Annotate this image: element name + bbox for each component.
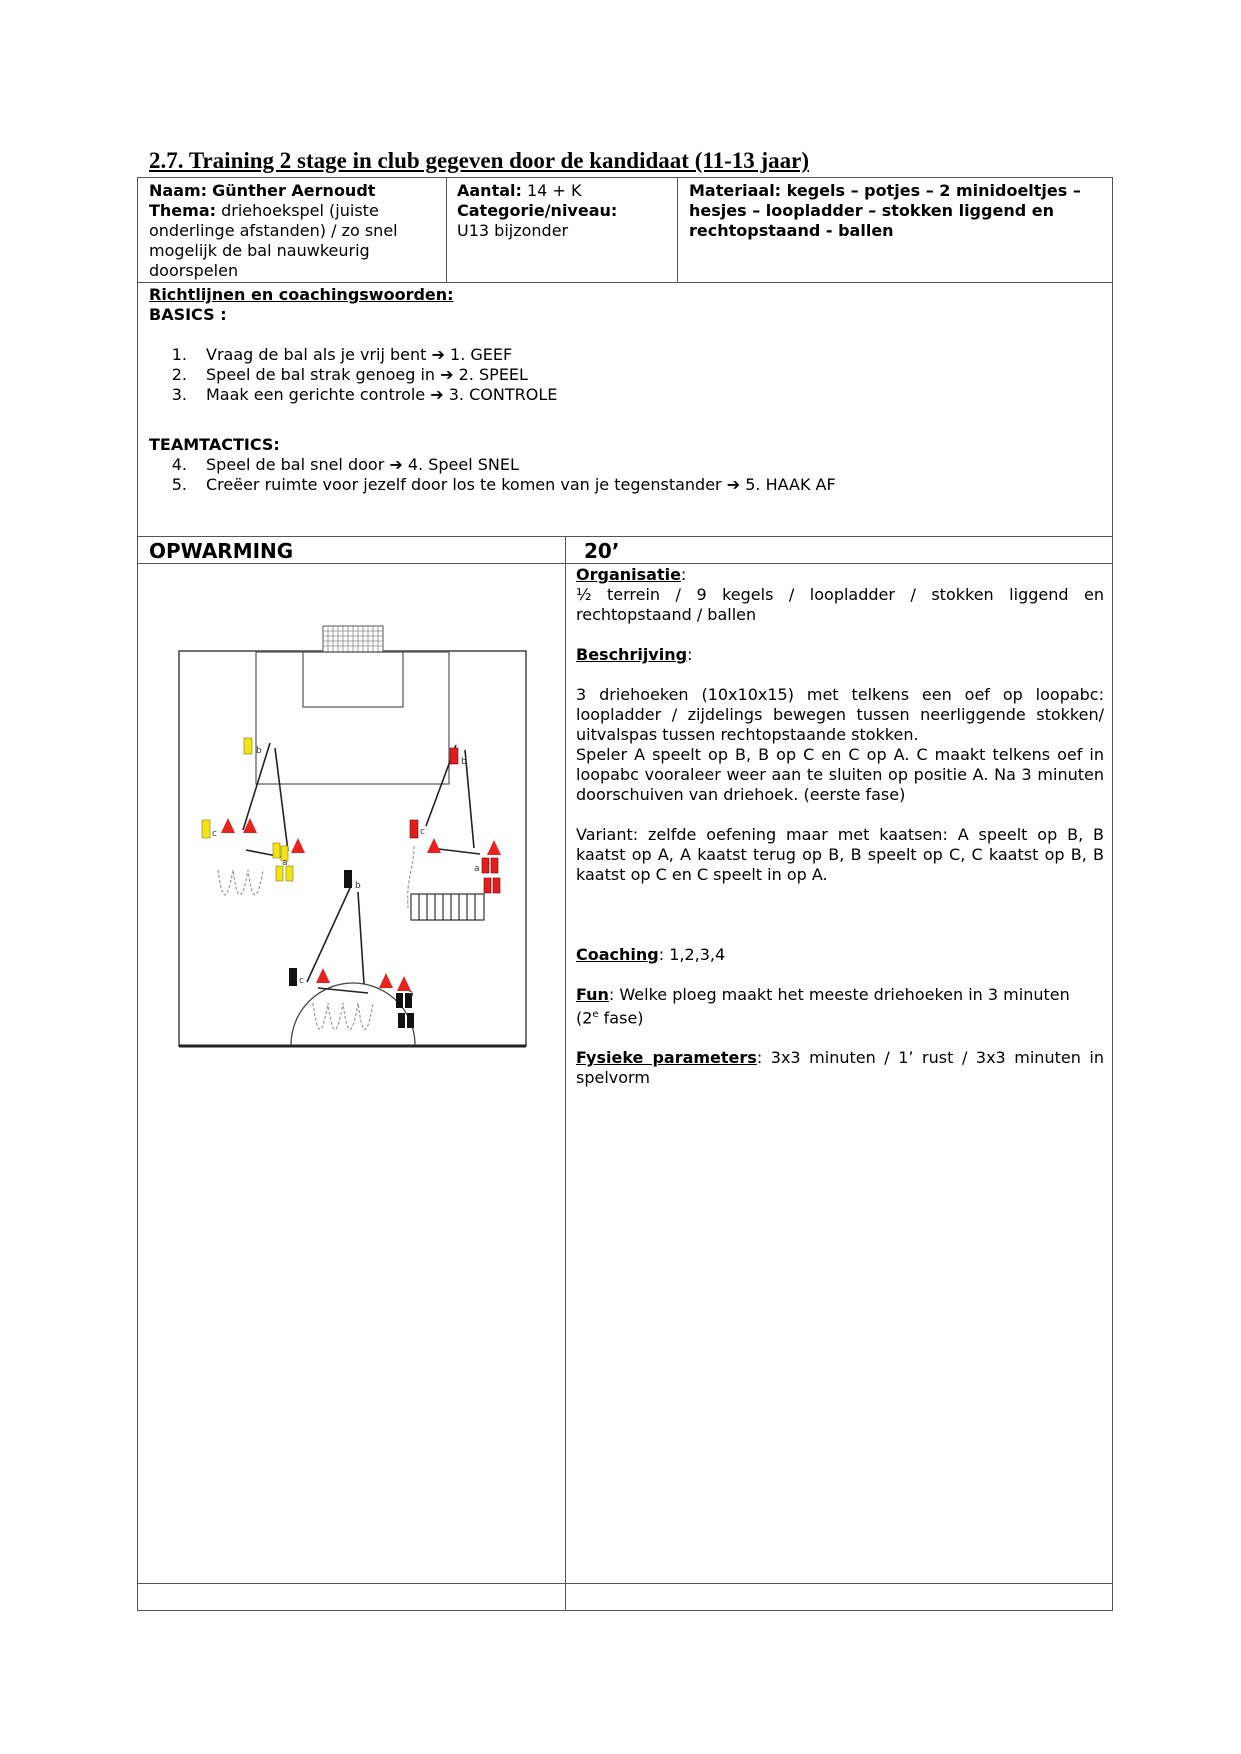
- triangle-bottom: [307, 888, 368, 993]
- arrow-icon: ➔: [431, 345, 445, 364]
- list-item: 3. Maak een gerichte controle ➔ 3. CONTROLE: [171, 385, 558, 404]
- header-naam-thema: [149, 181, 439, 281]
- header-aantal-categorie: [457, 181, 672, 241]
- fysiek-label: Fysieke parameters: [576, 1048, 757, 1068]
- basics-list: [149, 345, 1099, 405]
- section-name: OPWARMING: [149, 539, 294, 563]
- label-b-bottom: b: [355, 881, 361, 891]
- arrow-icon: ➔: [440, 365, 454, 384]
- divider: [138, 282, 1112, 283]
- list-item: 2. Speel de bal strak genoeg in ➔ 2. SPEEL: [171, 365, 528, 384]
- fun-text-2: (2e fase): [576, 1008, 644, 1028]
- triangle-left: [243, 743, 288, 857]
- label-a-right: a: [474, 864, 480, 874]
- divider: [677, 178, 678, 282]
- label-a-bottom: a: [408, 989, 414, 999]
- section-duration: 20’: [584, 539, 620, 563]
- divider: [138, 1583, 1112, 1584]
- teamtactics-label: TEAMTACTICS:: [149, 435, 280, 454]
- fun-text: Welke ploeg maakt het meeste driehoeken in 3 minuten: [619, 985, 1070, 1004]
- zigzag-left: [218, 870, 263, 895]
- fysiek-text: 3x3 minuten / 1’ rust / 3x3 minuten in spelvorm: [576, 1048, 1104, 1088]
- aantal-label: Aantal:: [457, 181, 522, 200]
- aantal-value: 14 + K: [527, 181, 582, 200]
- list-item: 1. Vraag de bal als je vrij bent ➔ 1. GEEF: [171, 345, 513, 364]
- divider: [446, 178, 447, 282]
- penalty-area: [256, 652, 449, 784]
- goal-area: [303, 652, 403, 707]
- zigzag-bottom: [313, 1003, 373, 1029]
- beschrijving-text-2: Speler A speelt op B, B op C en C op A. C maakt telkens oef in loopabc vooraleer weer aan te sluiten op positie A. Na 3 minuten doorschuiven van driehoek. (eerste fase): [576, 745, 1104, 804]
- naam-label: Naam:: [149, 181, 208, 200]
- label-b-left: b: [256, 746, 262, 756]
- header-materiaal: [689, 181, 1104, 241]
- label-c-bottom: c: [299, 976, 304, 986]
- label-c-right: c: [420, 827, 425, 837]
- guidelines: [149, 285, 1099, 495]
- list-item: 4. Speel de bal snel door ➔ 4. Speel SNEL: [171, 455, 519, 474]
- variant-text: Variant: zelfde oefening maar met kaatsen: A speelt op B, B kaatst op A, A kaatst terug op B, B speelt op C, C kaatst op B, B kaatst op C en C speelt in op A.: [576, 825, 1104, 884]
- organisatie-label: Organisatie: [576, 565, 681, 584]
- teamtactics-list: [149, 455, 1099, 495]
- beschrijving-label: Beschrijving: [576, 645, 688, 664]
- organisatie-text: ½ terrein / 9 kegels / loopladder / stokken liggend en rechtopstaand / ballen: [576, 585, 1104, 624]
- thema-label: Thema:: [149, 201, 217, 220]
- arrow-icon: ➔: [726, 475, 741, 494]
- label-b-right: b: [461, 757, 467, 767]
- players-yellow: [202, 738, 293, 881]
- thema-value: driehoekspel (juiste onderlinge afstanden) / zo snel mogelijk de bal nauwkeurig doorspelen: [149, 201, 398, 280]
- naam-value: Günther Aernoudt: [212, 181, 376, 200]
- field-outline: [179, 651, 526, 1046]
- divider: [138, 536, 1112, 537]
- coaching-text: 1,2,3,4: [669, 945, 726, 964]
- materiaal-value: kegels – potjes – 2 minidoeltjes – hesjes – loopladder – stokken liggend en rechtopstaand - ballen: [689, 181, 1081, 240]
- fun-label: Fun: [576, 985, 609, 1004]
- training-sheet: [137, 177, 1113, 1611]
- categorie-label: Categorie/niveau:: [457, 201, 618, 220]
- arrow-icon: ➔: [389, 455, 403, 474]
- label-a-left: a: [282, 858, 288, 868]
- page-title: 2.7. Training 2 stage in club gegeven door de kandidaat (11-13 jaar): [149, 148, 810, 173]
- exercise-diagram: [178, 608, 528, 1048]
- divider: [565, 536, 566, 1610]
- goal-net: [323, 626, 383, 652]
- coaching-label: Coaching: [576, 945, 659, 964]
- ladder: [411, 894, 484, 920]
- divider: [138, 563, 1112, 564]
- players-black: [289, 870, 414, 1028]
- beschrijving-text-1: 3 driehoeken (10x10x15) met telkens een oef op loopabc: loopladder / zijdelings bewegen tussen neerliggende stokken/ uitvalspas tussen rechtopstaande stokken.: [576, 685, 1104, 744]
- exercise-details: Organisatie: ½ terrein / 9 kegels / loopladder / stokken liggend en rechtopstaand / ballen Beschrijving: 3 driehoeken (10x10x15) met telkens een oef op loopabc: loopladder / zijdelings bewegen tussen neerliggende stokken/ uitvalspas tussen rechtopstaande stokken. Speler A speelt op B, B op C en C op A. C maakt telkens oef in loopabc vooraleer weer aan te sluiten op positie A. Na 3 minuten doorschuiven van driehoek. (eerste fase) Variant: zelfde oefening maar met kaatsen: A speelt op B, B kaatst op A, A kaatst terug op B, B speelt op C, C kaatst op B, B kaatst op C en C speelt in op A. Coaching: 1,2,3,4 Fun: Welke ploeg maakt het meeste driehoeken in 3 minuten (2e fase) Fysieke parameters: 3x3 minuten / 1’ rust / 3x3 minuten in spelvorm: [576, 565, 1104, 1088]
- guidelines-heading: Richtlijnen en coachingswoorden:: [149, 285, 454, 304]
- materiaal-label: Materiaal:: [689, 181, 782, 200]
- basics-label: BASICS :: [149, 305, 227, 324]
- label-c-left: c: [212, 829, 217, 839]
- players-red: [410, 748, 500, 893]
- arrow-icon: ➔: [430, 385, 444, 404]
- list-item: 5. Creëer ruimte voor jezelf door los te komen van je tegenstander ➔ 5. HAAK AF: [171, 475, 836, 494]
- categorie-value: U13 bijzonder: [457, 221, 569, 240]
